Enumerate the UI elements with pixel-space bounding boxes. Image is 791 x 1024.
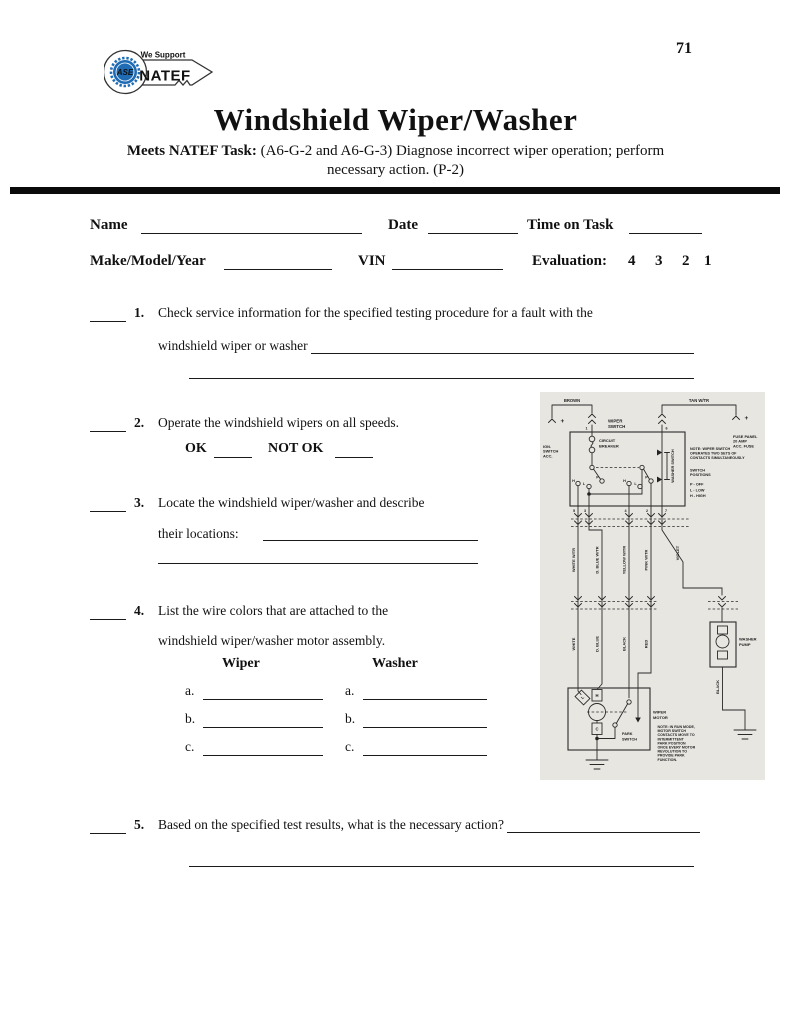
grade-2[interactable]: 2 [682,253,690,269]
wiper-row-b-label: b. [185,711,196,726]
wiper-switch-label-2: SWITCH [608,423,626,429]
natef-logo [104,45,218,98]
terminal-4: 4 [624,508,627,513]
date-label: Date [388,217,418,233]
pump-wire-label-black: BLACK [715,680,720,694]
wiper-row-a-label: a. [185,683,195,698]
vin-blank[interactable] [392,253,503,270]
wiper-motor-label-1: WIPER [653,709,667,715]
terminal-3: 3 [583,508,587,513]
divider-rule [10,187,780,194]
diagram-background [540,392,765,780]
plus-sign-fuse: + [744,415,749,422]
washer-pump-label-1: WASHER [739,636,757,642]
task5-number: 5. [134,817,145,832]
park-note-line-1: NOTE: IN RUN MODE, [657,725,695,729]
task1-line1: Check service information for the specified testing procedure for a fault with the [158,305,593,320]
wire-label-black: BLACK [621,637,627,651]
grade-1[interactable]: 1 [704,253,712,269]
wire-label-violet: VIOLET [675,545,680,561]
natef-task-statement [0,143,791,160]
wiper-color-a-blank[interactable] [203,683,323,700]
task2-line1: Operate the windshield wipers on all speeds. [158,415,400,430]
park-switch-label-2: SWITCH [622,737,637,742]
make-model-year-blank[interactable] [224,253,332,270]
circuit-breaker-label-1: CIRCUIT [599,437,616,443]
park-note-line-8: PROVIDE PARK [657,753,685,758]
task1-answer-blank-2[interactable] [189,362,694,379]
task3-number: 3. [134,495,145,510]
task5-line1-row [158,817,700,833]
wire-label-white-wtr: WHITE W/TR [571,547,576,573]
task-label: Meets NATEF Task: [126,143,257,159]
washer-switch-label: WASHER SWITCH [670,449,675,483]
task1-score-blank[interactable] [90,305,126,322]
task4-number: 4. [134,603,145,618]
ign-switch-label-2: SWITCH [543,448,559,454]
fuse-panel-label-1: FUSE PANEL [733,434,758,439]
task2-number: 2. [134,415,145,430]
wiper-column-header: Wiper [222,656,260,671]
park-note-line-7: REVOLUTION TO [657,749,687,754]
task5-answer-blank-2[interactable] [189,850,694,867]
terminal-1: 1 [585,426,588,431]
task3-score-blank[interactable] [90,495,126,512]
page-number: 71 [676,40,692,57]
circuit-breaker-label-2: BREAKER [599,443,619,449]
terminal-7: 7 [664,508,668,513]
task3-line1: Locate the windshield wiper/washer and describe [158,495,425,510]
logo-natef-text: NATEF [139,67,191,85]
washer-column-header: Washer [372,656,418,671]
evaluation-label: Evaluation: [532,253,608,269]
ase-gear-label: ASE [116,68,134,77]
vin-label: VIN [358,253,386,269]
motor-terminal-l: L [579,694,586,701]
switch-note-line-3: CONTACTS SIMULTANEOUSLY [690,456,745,461]
park-note-line-6: ONCE EVERY MOTOR [657,745,696,750]
position-p-off: P - OFF [690,482,704,487]
wire-label-dblue-wtr: D. BLUE W/TR [594,546,600,574]
task1-line2: windshield wiper or washer [158,338,308,353]
wiper-motor-label-2: MOTOR [653,715,668,721]
park-note-line-9: FUNCTION. [657,757,678,762]
task-text-line2: necessary action. (P-2) [326,162,465,178]
task1-answer-blank-1[interactable] [311,338,694,354]
task4-score-blank[interactable] [90,603,126,620]
terminal-6: 6 [665,426,668,431]
park-note-line-3: CONTACTS MOVE TO [657,733,695,738]
wire-label-yellow-wtr: YELLOW W/TR [621,545,627,575]
positions-header-2: POSITIONS [690,473,711,478]
task4-line1: List the wire colors that are attached to the [158,603,389,618]
switch-note-line-2: OPERATES TWO SETS OF [690,451,737,456]
ok-label: OK [185,441,207,456]
name-label: Name [90,217,128,233]
task1-line2-row [158,338,694,354]
grade-4[interactable]: 4 [628,253,636,269]
position-h-high: H - HIGH [690,494,706,499]
time-on-task-label: Time on Task [527,217,614,233]
washer-color-c-blank[interactable] [363,739,487,756]
washer-color-a-blank[interactable] [363,683,487,700]
motor-terminal-c: C [595,726,599,732]
contact-label-p-right: P [645,475,648,480]
wire-label-tan: TAN W/TR [688,398,710,403]
plus-sign-ign: + [560,418,565,425]
make-model-year-label: Make/Model/Year [90,253,206,269]
task2-score-blank[interactable] [90,415,126,432]
switch-note-line-1: NOTE: WIPER SWITCH [690,447,731,451]
task1-number: 1. [134,305,145,320]
contact-label-l-left: L [582,482,586,486]
park-note-line-4: INTERMITTENT [657,737,684,742]
ign-switch-label-3: ACC. [543,453,553,459]
not-ok-label: NOT OK [268,441,324,456]
logo-support-text: We Support [140,50,186,60]
task3-answer-blank-1[interactable] [263,524,478,541]
ok-blank[interactable] [214,441,252,458]
wiper-color-c-blank[interactable] [203,739,323,756]
fuse-panel-label-2: 20 AMP [733,438,747,444]
page-title: Windshield Wiper/Washer [213,102,578,137]
wiper-row-c-label: c. [185,739,195,754]
wire-label-pink-wtr: PINK W/TR [643,549,649,571]
task5-line1: Based on the specified test results, what is the necessary action? [158,817,505,832]
name-blank[interactable] [141,217,362,234]
grade-3[interactable]: 3 [655,253,663,269]
fuse-panel-label-3: ACC. FUSE [733,443,754,449]
task5-answer-blank-1[interactable] [507,817,700,833]
wire-label-dblue: D. BLUE [594,636,600,652]
wiring-diagram [540,392,765,780]
wiper-color-b-blank[interactable] [203,711,323,728]
washer-pump-label-2: PUMP [739,642,751,647]
terminal-2: 2 [645,508,649,513]
park-switch-label-1: PARK [622,732,633,736]
washer-row-a-label: a. [345,683,355,698]
washer-row-b-label: b. [345,711,356,726]
wire-label-red: RED [643,639,649,649]
junction-dot-motor [595,737,599,741]
contact-label-h-left: H [572,479,575,483]
washer-row-c-label: c. [345,739,355,754]
time-on-task-blank[interactable] [629,217,702,234]
date-blank[interactable] [428,217,518,234]
not-ok-blank[interactable] [335,441,373,458]
position-l-low: L - LOW [690,488,705,493]
wire-label-white: WHITE [571,637,576,651]
wire-label-brown: BROWN [563,398,581,403]
contact-label-h-right: H [623,479,626,483]
task5-score-blank[interactable] [90,817,126,834]
park-note-line-5: PARK POSITION [657,741,686,746]
contact-label-l-right: L [634,482,637,486]
terminal-5: 5 [572,508,576,513]
task3-line2: their locations: [158,526,239,541]
washer-color-b-blank[interactable] [363,711,487,728]
motor-terminal-h: H [595,692,599,698]
ign-switch-label-1: IGN. [543,444,551,449]
junction-dot-switch [587,492,591,496]
task3-answer-blank-2[interactable] [158,547,478,564]
task-text-line1: (A6-G-2 and A6-G-3) Diagnose incorrect wiper operation; perform [260,143,665,159]
positions-header-1: SWITCH [690,468,705,473]
contact-label-p-left: P [596,475,599,480]
wiper-switch-label-1: WIPER [608,418,623,424]
park-note-line-2: MOTOR SWITCH [657,729,686,734]
task4-line2: windshield wiper/washer motor assembly. [158,633,386,648]
